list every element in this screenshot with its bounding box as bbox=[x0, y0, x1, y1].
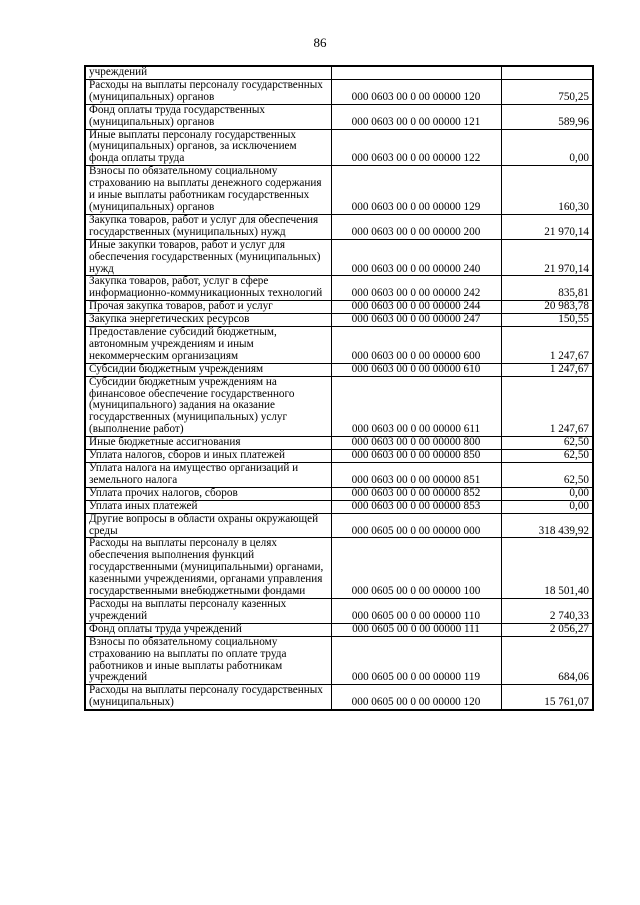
budget-table bbox=[84, 65, 594, 711]
amount-cell: 1 247,67 bbox=[501, 327, 593, 364]
amount-cell: 0,00 bbox=[501, 500, 593, 513]
table-row bbox=[85, 500, 593, 513]
expense-name-cell: Иные выплаты персоналу государственных (муниципальных) органов, за исключением фонда оплаты труда bbox=[85, 129, 331, 166]
table-row bbox=[85, 301, 593, 314]
budget-code-cell: 000 0605 00 0 00 00000 000 bbox=[331, 513, 501, 538]
expense-name-cell: учреждений bbox=[85, 66, 331, 79]
table-row bbox=[85, 513, 593, 538]
table-row bbox=[85, 685, 593, 710]
budget-code-cell: 000 0603 00 0 00 00000 850 bbox=[331, 450, 501, 463]
budget-code-cell: 000 0605 00 0 00 00000 111 bbox=[331, 623, 501, 636]
expense-name-cell: Фонд оплаты труда государственных (муниципальных) органов bbox=[85, 104, 331, 129]
table-row bbox=[85, 66, 593, 79]
expense-name-cell: Закупка энергетических ресурсов bbox=[85, 314, 331, 327]
budget-code-cell: 000 0603 00 0 00 00000 244 bbox=[331, 301, 501, 314]
amount-cell: 20 983,78 bbox=[501, 301, 593, 314]
table-row bbox=[85, 463, 593, 488]
amount-cell: 0,00 bbox=[501, 487, 593, 500]
expense-name-cell: Иные закупки товаров, работ и услуг для обеспечения государственных (муниципальных) нужд bbox=[85, 239, 331, 276]
expense-name-cell: Расходы на выплаты персоналу казенных учреждений bbox=[85, 598, 331, 623]
table-row bbox=[85, 129, 593, 166]
budget-code-cell: 000 0603 00 0 00 00000 247 bbox=[331, 314, 501, 327]
budget-code-cell: 000 0605 00 0 00 00000 120 bbox=[331, 685, 501, 710]
expense-name-cell: Субсидии бюджетным учреждениям bbox=[85, 363, 331, 376]
table-row bbox=[85, 239, 593, 276]
expense-name-cell: Субсидии бюджетным учреждениям на финансовое обеспечение государственного (муниципального) задания на оказание государственных (муниципальных) услуг (выполнение работ) bbox=[85, 376, 331, 437]
expense-name-cell: Закупка товаров, работ, услуг в сфере информационно-коммуникационных технологий bbox=[85, 276, 331, 301]
expense-name-cell: Уплата прочих налогов, сборов bbox=[85, 487, 331, 500]
budget-code-cell: 000 0603 00 0 00 00000 851 bbox=[331, 463, 501, 488]
budget-code-cell: 000 0603 00 0 00 00000 122 bbox=[331, 129, 501, 166]
table-row bbox=[85, 314, 593, 327]
expense-name-cell: Предоставление субсидий бюджетным, автономным учреждениям и иным некоммерческим организациям bbox=[85, 327, 331, 364]
table-row bbox=[85, 276, 593, 301]
amount-cell: 589,96 bbox=[501, 104, 593, 129]
table-row bbox=[85, 104, 593, 129]
amount-cell: 160,30 bbox=[501, 166, 593, 215]
amount-cell: 18 501,40 bbox=[501, 538, 593, 599]
expense-name-cell: Взносы по обязательному социальному страхованию на выплаты по оплате труда работников и иные выплаты работникам учреждений bbox=[85, 636, 331, 685]
budget-code-cell: 000 0603 00 0 00 00000 800 bbox=[331, 437, 501, 450]
budget-code-cell: 000 0603 00 0 00 00000 853 bbox=[331, 500, 501, 513]
amount-cell: 0,00 bbox=[501, 129, 593, 166]
amount-cell: 21 970,14 bbox=[501, 239, 593, 276]
amount-cell: 1 247,67 bbox=[501, 376, 593, 437]
table-row bbox=[85, 214, 593, 239]
amount-cell: 835,81 bbox=[501, 276, 593, 301]
amount-cell: 62,50 bbox=[501, 437, 593, 450]
table-row bbox=[85, 327, 593, 364]
expense-name-cell: Расходы на выплаты персоналу государственных (муниципальных) bbox=[85, 685, 331, 710]
amount-cell: 2 056,27 bbox=[501, 623, 593, 636]
amount-cell: 750,25 bbox=[501, 79, 593, 104]
table-row bbox=[85, 487, 593, 500]
budget-code-cell: 000 0605 00 0 00 00000 119 bbox=[331, 636, 501, 685]
amount-cell: 684,06 bbox=[501, 636, 593, 685]
expense-name-cell: Уплата налога на имущество организаций и земельного налога bbox=[85, 463, 331, 488]
budget-code-cell: 000 0603 00 0 00 00000 600 bbox=[331, 327, 501, 364]
expense-name-cell: Другие вопросы в области охраны окружающей среды bbox=[85, 513, 331, 538]
table-row bbox=[85, 166, 593, 215]
budget-code-cell bbox=[331, 66, 501, 79]
table-row bbox=[85, 376, 593, 437]
budget-code-cell: 000 0605 00 0 00 00000 100 bbox=[331, 538, 501, 599]
table-row bbox=[85, 598, 593, 623]
expense-name-cell: Расходы на выплаты персоналу государственных (муниципальных) органов bbox=[85, 79, 331, 104]
amount-cell: 15 761,07 bbox=[501, 685, 593, 710]
expense-name-cell: Расходы на выплаты персоналу в целях обеспечения выполнения функций государственными (муниципальными) органами, казенными учреждениями, органами управления государственными внебюджетными фондами bbox=[85, 538, 331, 599]
budget-code-cell: 000 0603 00 0 00 00000 610 bbox=[331, 363, 501, 376]
table-row bbox=[85, 450, 593, 463]
amount-cell: 21 970,14 bbox=[501, 214, 593, 239]
table-row bbox=[85, 79, 593, 104]
budget-code-cell: 000 0603 00 0 00 00000 242 bbox=[331, 276, 501, 301]
table-row bbox=[85, 437, 593, 450]
amount-cell: 318 439,92 bbox=[501, 513, 593, 538]
expense-name-cell: Иные бюджетные ассигнования bbox=[85, 437, 331, 450]
budget-code-cell: 000 0603 00 0 00 00000 240 bbox=[331, 239, 501, 276]
expense-name-cell: Закупка товаров, работ и услуг для обеспечения государственных (муниципальных) нужд bbox=[85, 214, 331, 239]
budget-code-cell: 000 0603 00 0 00 00000 129 bbox=[331, 166, 501, 215]
amount-cell bbox=[501, 66, 593, 79]
budget-code-cell: 000 0603 00 0 00 00000 121 bbox=[331, 104, 501, 129]
amount-cell: 62,50 bbox=[501, 463, 593, 488]
budget-code-cell: 000 0603 00 0 00 00000 852 bbox=[331, 487, 501, 500]
amount-cell: 150,55 bbox=[501, 314, 593, 327]
expense-name-cell: Фонд оплаты труда учреждений bbox=[85, 623, 331, 636]
expense-name-cell: Взносы по обязательному социальному страхованию на выплаты денежного содержания и иные выплаты работникам государственных (муниципальных) органов bbox=[85, 166, 331, 215]
budget-code-cell: 000 0603 00 0 00 00000 120 bbox=[331, 79, 501, 104]
amount-cell: 1 247,67 bbox=[501, 363, 593, 376]
page-number: 86 bbox=[313, 35, 327, 50]
budget-code-cell: 000 0605 00 0 00 00000 110 bbox=[331, 598, 501, 623]
budget-table-body bbox=[85, 66, 593, 710]
table-row bbox=[85, 636, 593, 685]
expense-name-cell: Прочая закупка товаров, работ и услуг bbox=[85, 301, 331, 314]
expense-name-cell: Уплата налогов, сборов и иных платежей bbox=[85, 450, 331, 463]
table-row bbox=[85, 363, 593, 376]
budget-code-cell: 000 0603 00 0 00 00000 611 bbox=[331, 376, 501, 437]
table-row bbox=[85, 623, 593, 636]
amount-cell: 2 740,33 bbox=[501, 598, 593, 623]
table-row bbox=[85, 538, 593, 599]
amount-cell: 62,50 bbox=[501, 450, 593, 463]
budget-code-cell: 000 0603 00 0 00 00000 200 bbox=[331, 214, 501, 239]
expense-name-cell: Уплата иных платежей bbox=[85, 500, 331, 513]
